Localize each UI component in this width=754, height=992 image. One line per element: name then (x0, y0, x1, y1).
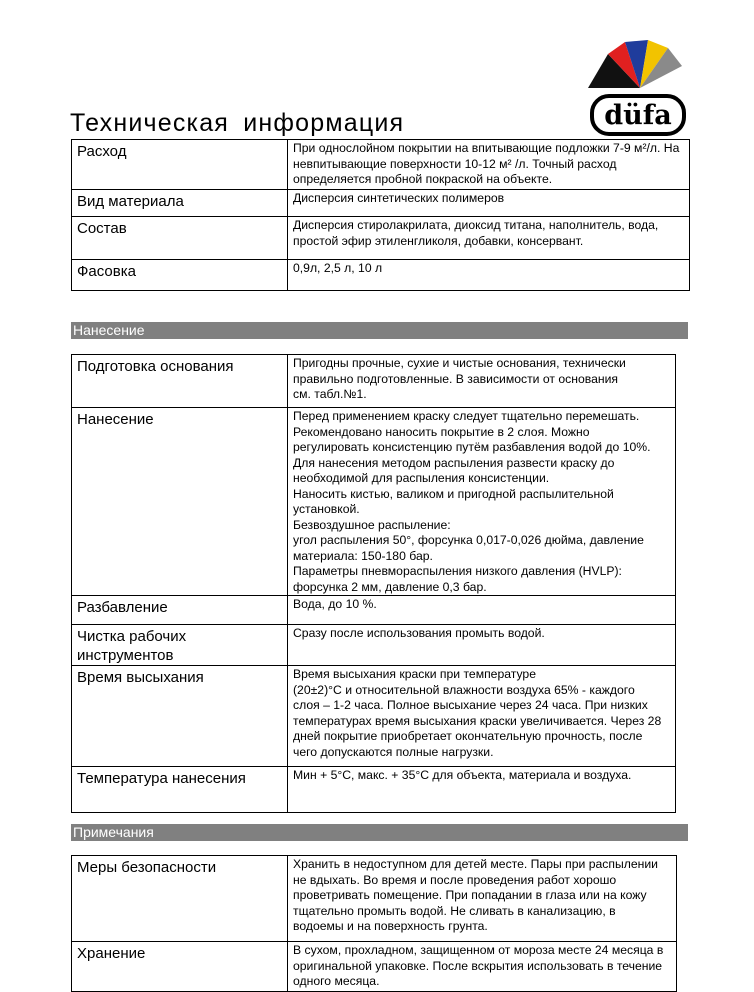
row-value: Перед применением краску следует тщательно перемешать. Рекомендовано наносить покрытие в 2 слоя. Можно регулировать консистенцию путём разбавления водой до 10%. Для нанесения методом распыления развести краску до необходимой для распыления консистенции. Наносить кистью, валиком и пригодной распылительной установкой. Безвоздушное распыление: угол распыления 50°, форсунка 0,017-0,026 дюйма, давление материала: 150-180 бар. Параметры пневмораспыления низкого давления (HVLP): форсунка 2 мм, давление 0,3 бар. (288, 408, 676, 596)
row-label: Меры безопасности (72, 856, 288, 942)
application-table (71, 354, 676, 813)
row-value: Сразу после использования промыть водой. (288, 625, 676, 666)
table-row (72, 856, 677, 942)
row-label: Расход (72, 140, 288, 190)
row-label: Температура нанесения (72, 767, 288, 813)
table-row (72, 666, 676, 767)
row-value: При однослойном покрытии на впитывающие подложки 7-9 м²/л. На невпитывающие поверхности 10-12 м² /л. Точный расход определяется пробной покраской на объекте. (288, 140, 690, 190)
table-row (72, 625, 676, 666)
row-label: Фасовка (72, 260, 288, 291)
page-title: Техническая информация (70, 108, 405, 137)
row-value: Мин + 5°С, макс. + 35°С для объекта, материала и воздуха. (288, 767, 676, 813)
row-value: Дисперсия стиролакрилата, диоксид титана, наполнитель, вода, простой эфир этиленгликоля, добавки, консервант. (288, 217, 690, 260)
table-row (72, 942, 677, 992)
row-label: Вид материала (72, 190, 288, 217)
table-row (72, 260, 690, 291)
row-label: Хранение (72, 942, 288, 992)
row-label: Состав (72, 217, 288, 260)
table-row (72, 140, 690, 190)
section-header-notes: Примечания (71, 824, 688, 841)
row-value: Время высыхания краски при температуре (20±2)°С и относительной влажности воздуха 65% - каждого слоя – 1-2 часа. Полное высыхание через 24 часа. При низких температурах время высыхания краски увеличивается. Через 28 дней покрытие приобретает окончательную прочность, после чего допускаются полные нагрузки. (288, 666, 676, 767)
dufa-logo (586, 38, 690, 138)
row-label: Разбавление (72, 596, 288, 625)
notes-table (71, 855, 677, 992)
row-label: Чистка рабочих инструментов (72, 625, 288, 666)
row-value: В сухом, прохладном, защищенном от мороза месте 24 месяца в оригинальной упаковке. После вскрытия использовать в течение одного месяца. (288, 942, 677, 992)
row-value: Пригодны прочные, сухие и чистые основания, технически правильно подготовленные. В зависимости от основания см. табл.№1. (288, 355, 676, 408)
row-value: Хранить в недоступном для детей месте. Пары при распылении не вдыхать. Во время и после проведения работ хорошо проветривать помещение. При попадании в глаза или на кожу тщательно промыть водой. Не сливать в канализацию, в водоемы и на поверхность грунта. (288, 856, 677, 942)
row-label: Подготовка основания (72, 355, 288, 408)
row-value: Вода, до 10 %. (288, 596, 676, 625)
table-row (72, 767, 676, 813)
row-value: Дисперсия синтетических полимеров (288, 190, 690, 217)
table-row (72, 190, 690, 217)
table-row (72, 408, 676, 596)
row-value: 0,9л, 2,5 л, 10 л (288, 260, 690, 291)
section-header-application: Нанесение (71, 322, 688, 339)
table-row (72, 596, 676, 625)
table-row (72, 355, 676, 408)
row-label: Нанесение (72, 408, 288, 596)
table-row (72, 217, 690, 260)
product-info-table (71, 139, 690, 291)
row-label: Время высыхания (72, 666, 288, 767)
svg-text:düfa: düfa (604, 100, 672, 131)
